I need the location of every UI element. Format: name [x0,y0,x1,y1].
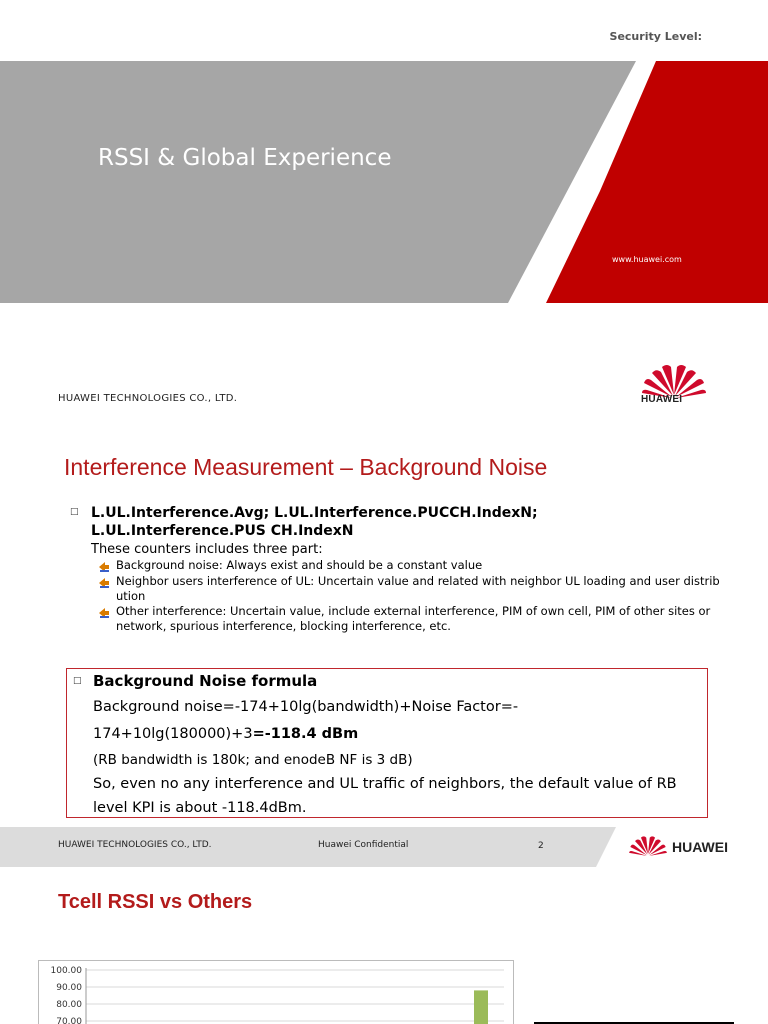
y-tick-label: 80.00 [56,1000,82,1010]
y-tick-label: 100.00 [50,966,82,976]
square-bullet-icon: □ [70,507,79,517]
chart-slide [0,867,768,1024]
intro-text: These counters includes three part: [91,542,323,557]
huawei-logo-icon [628,835,668,859]
title-banner [0,61,768,303]
y-tick-label: 70.00 [56,1017,82,1024]
formula-line: Background noise=-174+10lg(bandwidth)+Noise Factor=- [93,699,519,715]
part-item: Neighbor users interference of UL: Uncertain value and related with neighbor UL loading and user distrib ution [116,574,720,603]
logo-wordmark: HUAWEI [641,394,683,405]
arrow-bullet-icon [98,561,110,573]
formula-box [66,668,708,818]
company-name: HUAWEI TECHNOLOGIES CO., LTD. [58,393,238,404]
content-slide [0,412,768,867]
part-item: Background noise: Always exist and should be a constant value [116,558,483,572]
counters-text: L.UL.Interference.Avg; L.UL.Interference.PUCCH.IndexN; L.UL.Interference.PUS CH.IndexN [91,505,538,539]
slide-footer [0,827,768,867]
formula-note: (RB bandwidth is 180k; and enodeB NF is 3 dB) [93,752,413,768]
footer-company: HUAWEI TECHNOLOGIES CO., LTD. [58,840,212,850]
website-label: www.huawei.com [612,255,682,264]
slide-heading: Tcell RSSI vs Others [58,891,253,913]
footer-confidential: Huawei Confidential [318,840,409,850]
part-item: Other interference: Uncertain value, include external interference, PIM of own cell, PIM of other sites or network, spurious interference, blocking interference, etc. [116,604,711,633]
formula-line: 174+10lg(180000)+3=-118.4 dBm [93,726,359,742]
security-level-label: Security Level: [609,30,702,43]
square-bullet-icon: □ [73,676,82,686]
formula-title: Background Noise formula [93,672,318,690]
page-number: 2 [538,841,544,851]
title-slide [0,0,768,412]
slide-heading: Interference Measurement – Background Noise [64,454,548,480]
formula-line: So, even no any interference and UL traffic of neighbors, the default value of RB [93,776,677,792]
footer-logo-wordmark: HUAWEI [672,839,728,855]
y-tick-label: 90.00 [56,983,82,993]
chart-bar [474,990,488,1024]
arrow-bullet-icon [98,607,110,619]
formula-line: level KPI is about -118.4dBm. [93,800,307,816]
arrow-bullet-icon [98,577,110,589]
presentation-title: RSSI & Global Experience [98,145,392,171]
rssi-chart [38,960,514,1024]
